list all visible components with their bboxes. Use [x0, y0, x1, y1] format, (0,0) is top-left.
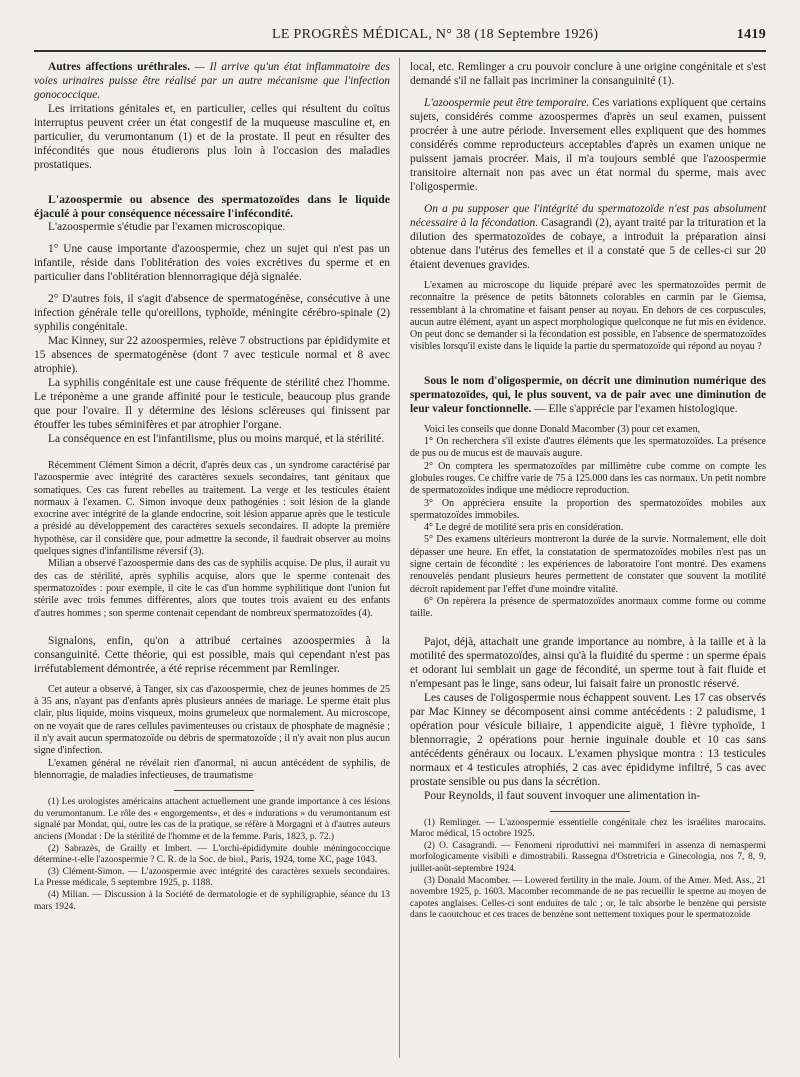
section-heading: L'azoospermie ou absence des spermatozoïdes dans le liquide éjaculé à pour conséquence nécessaire l'infécondité. — [34, 192, 390, 220]
footnote: (3) Donald Macomber. — Lowered fertility in the male. Journ. of the Amer. Med. Ass., 21 novembre 1925, p. 1603. Macomber recommande de ne pas recueillir le sperme au moyen de capotes anglaises. Celles-ci sont enduites de talc ; or, le talc absorbe le benzène qui persiste dans le caoutchouc et ces traces de benzène sont nettement toxiques pour le spermatozoïde — [410, 875, 766, 921]
small-paragraph: 4° Le degré de motilité sera pris en considération. — [424, 522, 624, 534]
text: Casagrandi (2), ayant traité par la trituration et la dilution des spermatozoïdes de cobaye, a introduit la préparation ainsi obtenue dans l'utérus des femelles et il a constaté que 5 de celles-ci sur 20 étaient devenues gravides. — [410, 217, 766, 271]
small-paragraph: 2° On comptera les spermatozoïdes par millimètre cube comme on compte les globules rouges. Ce chiffre varie de 75 à 125.000 dans les cas normaux. Un petit nombre de spermatozoïdes indique une médiocre reproduction. — [410, 460, 766, 497]
paragraph: Pajot, déjà, attachait une grande importance au nombre, à la taille et à la motilité des spermatozoïdes, ainsi qu'à la fluidité du sperme : un sperme épais et odorant lui semblait un gage de fécondité, un sperme tout à fait fluide et n'empesant pas le linge, sans odeur, lui faisait faire un pronostic réservé. — [410, 635, 766, 690]
paragraph: 1° Une cause importante d'azoospermie, chez un sujet qui n'est pas un infantile, réside dans l'oblitération des voies excrétives du sperme et en particulier dans l'oblitération blennorragique déjà signalée. — [34, 243, 390, 283]
paragraph — [410, 96, 766, 194]
section-lead: Autres affections uréthrales. — [48, 61, 190, 73]
paragraph: L'azoospermie s'étudie par l'examen microscopique. — [48, 221, 286, 233]
paragraph — [410, 202, 766, 272]
small-paragraph: L'examen général ne révélait rien d'anormal, ni aucun antécédent de syphilis, de blennorragie, de maladies infectieuses, de traumatisme — [34, 757, 390, 781]
italic-text: On a pu supposer que l'intégrité du spermatozoïde n'est pas absolument nécessaire à la fécondation. — [410, 203, 766, 229]
paragraph: 2° D'autres fois, il s'agit d'absence de spermatogénèse, consécutive à une infection générale telle qu'oreillons, typhoïde, méningite cérébro-spinale (2) syphilis congénitale. — [34, 293, 390, 333]
footnote: (1) Les urologistes américains attachent actuellement une grande importance à ces lésions du verumontanum. Le rôle des « engorgements», et des « indurations » du verumontanum est signalé par Mondat, qui, outre les cas de la pratique, se réfère à Morgagni et à d'autres auteurs anciens (Mondat : De la stérilité de l'homme et de la femme. Paris, 1823, p. 72.) — [34, 797, 390, 843]
section-heading: Sous le nom d'oligospermie, on décrit une diminution numérique des spermatozoïdes, qui, le plus souvent, va de pair avec une diminution de leur valeur fonctionnelle. — [410, 374, 766, 415]
footnote: (4) Milian. — Discussion à la Société de dermatologie et de syphiligraphie, séance du 13 mars 1924. — [34, 889, 390, 912]
text: — Elle s'apprécie par l'examen histologique. — [531, 402, 738, 415]
text: Ces variations expliquent que certains sujets, considérés comme azoospermes d'après un seul examen, puissent procréer à une autre période. Inversement elles expliquent que des hommes considérés comme reproducteurs acceptables d'après un examen unique ne puissent jamais procréer. Mais, il m'a toujours semblé que l'azoospermie transitoire alternait non pas avec un état normal du sperme, mais avec l'oligospermie. — [410, 97, 766, 193]
small-paragraph: L'examen au microscope du liquide préparé avec les spermatozoïdes permit de reconnaître la présence de petits bâtonnets colorables en carmin par le Giemsa, ressemblant à la chromatine et faisant penser au noyau. En dehors de ces corpuscules, aucun autre élément, ayant un aspect morphologique quelconque ne fut mis en évidence. On peut donc se demander si la fécondation est possible, en l'absence de spermatozoïdes visibles lorsqu'il existe dans le liquide la partie du spermatozoïde qui répond au noyau ? — [410, 280, 766, 353]
left-column — [34, 60, 390, 913]
footnote: (1) Remlinger. — L'azoospermie essentielle congénitale chez les israélites marocains. Maroc médical, 15 octobre 1925. — [410, 817, 766, 840]
small-paragraph: Milian a observé l'azoospermie dans des cas de syphilis acquise. De plus, il aurait vu des cas de stérilité, après syphilis acquise, alors que le sperme contenait des spermatozoïdes : pour exemple, il cite le cas d'un homme syphilitique dont l'union fut stérile avec trois femmes différentes, alors que toutes trois avaient eu des enfants d'autres hommes ; son sperme contenait cependant de nombreux spermatozoïdes (4). — [34, 558, 390, 619]
column-divider — [399, 58, 400, 1058]
running-header — [32, 24, 768, 46]
footnote-rule — [174, 790, 254, 791]
small-paragraph: Voici les conseils que donne Donald Macomber (3) pour cet examen, — [424, 423, 701, 435]
journal-title: LE PROGRÈS MÉDICAL, N° 38 (18 Septembre 1926) — [272, 27, 599, 42]
footnote: (3) Clément-Simon. — L'azoospermie avec intégrité des caractères sexuels secondaires. La Presse médicale, 5 septembre 1925, p. 1188. — [34, 866, 390, 889]
footnote-rule — [550, 811, 630, 812]
small-paragraph: Récemment Clément Simon a décrit, d'après deux cas , un syndrome caractérisé par l'azoospermie avec intégrité des caractères sexuels secondaires, tant génitaux que somatiques. Ces cas furent rebelles au traitement. La verge et les testicules étaient normaux à l'examen. C. Simon invoque deux pathogénies : soit lésion de la glande exocrine avec intégrité de la glande endocrine, soit lésion apparue après que le testicule a présidé au développement des caractères sexuels secondaires. Il adopte la première hypothèse, car il considère que, pour admettre la seconde, il faudrait observer au moins quelques signes d'infantilisme réversif (3). — [34, 460, 390, 558]
small-paragraph: Cet auteur a observé, à Tanger, six cas d'azoospermie, chez de jeunes hommes de 25 à 35 ans, n'ayant pas d'enfants après plusieurs années de mariage. Le sperme était plus clair, plus liquide, moins visqueux, moins grumeleux que normalement. Au microscope, on ne voyait que de rares cellules pavimenteuses ou cristaux de phosphate de magnésie ; il n'y avait aucun spermatozoïde ou débris de spermatozoïde ; il n'y avait non plus aucun signe d'infection. — [34, 683, 390, 757]
paragraph: La conséquence en est l'infantilisme, plus ou moins marqué, et la stérilité. — [48, 433, 385, 445]
italic-text: — Il arrive qu'un état inflammatoire des voies urinaires puisse être réalisé par un autre mécanisme que l'infection gonococcique. — [34, 61, 390, 101]
small-paragraph: 1° On recherchera s'il existe d'autres éléments que les spermatozoïdes. La présence de pus ou de mucus est de mauvais augure. — [410, 436, 766, 460]
paragraph — [34, 60, 390, 102]
footnote: (2) Sabrazès, de Grailly et Imbert. — L'orchi-épididymite double méningococcique détermine-t-elle l'azoospermie ? C. R. de la Soc. de biol., Paris, 1924, tome XC, page 1043. — [34, 843, 390, 866]
paragraph: local, etc. Remlinger a cru pouvoir conclure à une origine congénitale et s'est demandé s'il ne fallait pas incriminer la consanguinité (1). — [410, 61, 766, 87]
page-number: 1419 — [736, 27, 766, 42]
small-paragraph: 5° Des examens ultérieurs montreront la durée de la survie. Normalement, elle doit dépasser une heure. En effet, la constatation de spermatozoïdes mobiles n'est pas un signe certain de fécondité : les expériences de laboratoire l'ont montré. Des examens renouvelés pendant plusieurs heures permettent de constater que souvent la motilité décroît rapidement par l'effet d'une moindre vitalité. — [410, 534, 766, 595]
right-column — [410, 60, 766, 922]
paragraph: Mac Kinney, sur 22 azoospermies, relève 7 obstructions par épididymite et 15 absences de spermatogénèse (dont 7 avec testicule normal et 8 avec atrophie). — [34, 335, 390, 375]
paragraph: Les causes de l'oligospermie nous échappent souvent. Les 17 cas observés par Mac Kinney se décomposent ainsi comme antécédents : 2 paludisme, 1 opération pour vésicule biliaire, 1 appendicite aiguë, 1 fièvre typhoïde, 1 blennorragie, 2 opérations pour hernie inguinale double et 10 cas sans antécédents généraux ou locaux. L'examen physique montra : 13 testicules normaux et 4 testicules atrophiés, 2 cas avec épididyme infiltré, 5 cas avec prostate sensible ou pus dans la sécrétion. — [410, 691, 766, 788]
footnote: (2) O. Casagrandi. — Fenomeni riproduttivi nei mammiferi in assenza di nemaspermi morfologicamente visibili e dimostrabili. Rassegna d'Ostretricia e Ginecologia, nos 7, 8, 9, juillet-août-septembre 1924. — [410, 840, 766, 874]
small-paragraph: 6° On repèrera la présence de spermatozoïdes anormaux comme forme ou comme taille. — [410, 595, 766, 620]
paragraph: Les irritations génitales et, en particulier, celles qui résultent du coïtus interruptus peuvent créer un état congestif de la muqueuse masculine et, en particulier, du verumontanum (1) et de la prostate. Il peut en résulter des infécondités que nous étudierons plus loin à l'occasion des maladies prostatiques. — [34, 103, 390, 171]
italic-text: L'azoospermie peut être temporaire. — [424, 97, 590, 109]
paragraph — [410, 374, 766, 416]
paragraph: Pour Reynolds, il faut souvent invoquer une alimentation in- — [424, 789, 701, 802]
paragraph: La syphilis congénitale est une cause fréquente de stérilité chez l'homme. Le tréponème a une grande affinité pour le testicule, beaucoup plus grande que pour l'ovaire. Il y détermine des lésions scléreuses qui finissent par étouffer les tubes séminifères et par atrophier l'organe. — [34, 377, 390, 431]
paragraph: Signalons, enfin, qu'on a attribué certaines azoospermies à la consanguinité. Cette théorie, qui est possible, mais qui cependant n'est pas irréfutablement démontrée, a été reprise récemment par Remlinger. — [34, 634, 390, 675]
small-paragraph: 3° On appréciera ensuite la proportion des spermatozoïdes mobiles aux spermatozoïdes immobiles. — [410, 497, 766, 521]
header-rule — [34, 50, 766, 52]
